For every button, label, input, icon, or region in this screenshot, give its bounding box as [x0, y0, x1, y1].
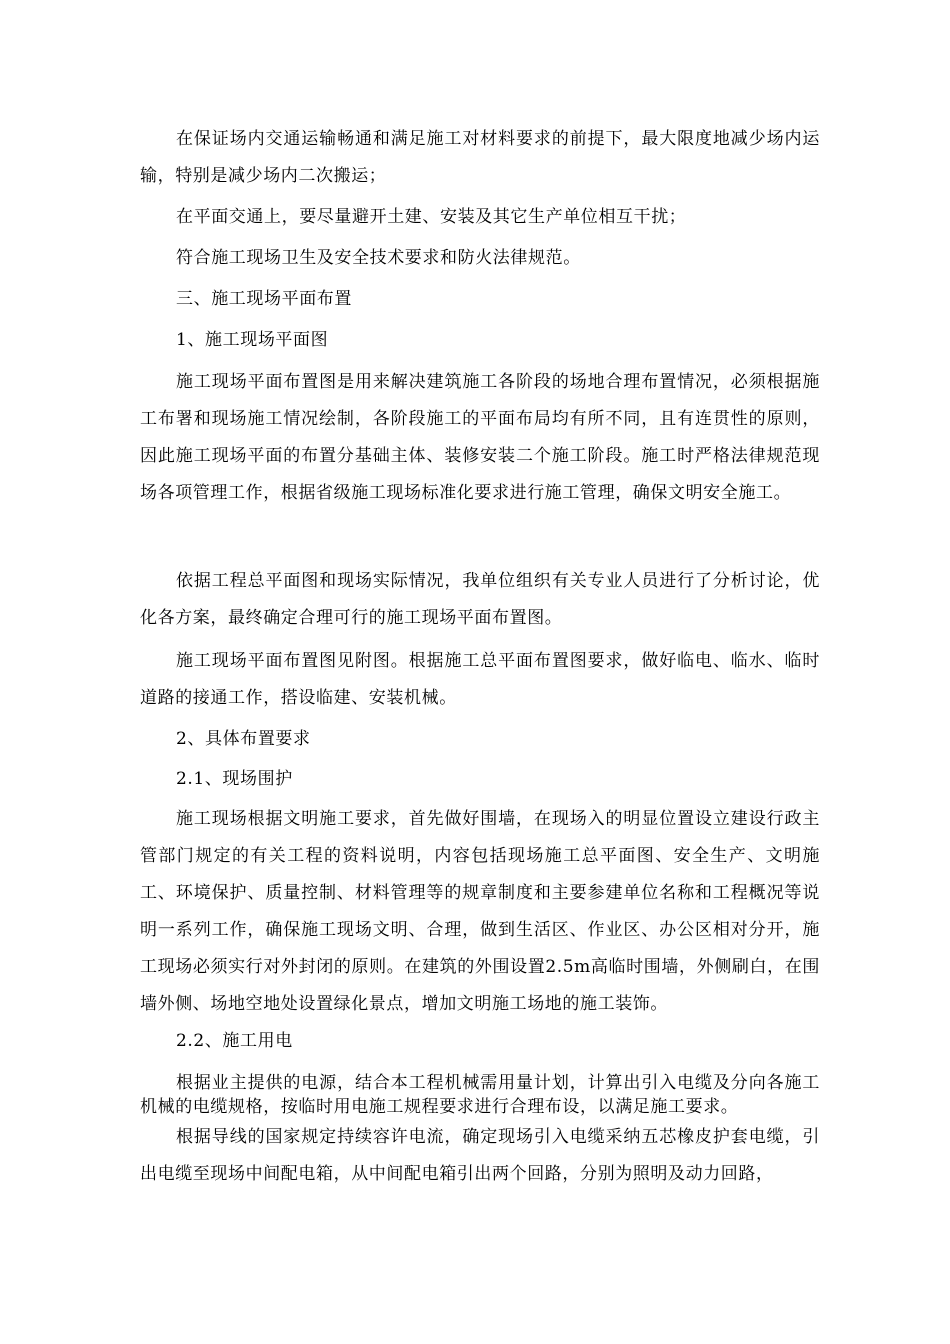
paragraph-avoid-interference: 在平面交通上，要尽量避开土建、安装及其它生产单位相互干扰；	[176, 207, 687, 227]
section-heading-site-layout: 三、施工现场平面布置	[176, 289, 352, 309]
subsection-heading-site-plan: 1、施工现场平面图	[176, 330, 329, 350]
paragraph-safety-requirements: 符合施工现场卫生及安全技术要求和防火法律规范。	[176, 248, 581, 268]
paragraph-site-enclosure: 施工现场根据文明施工要求，首先做好围墙，在现场入的明显位置设立建设行政主管部门规定的有关工程的资料说明，内容包括现场施工总平面图、安全生产、文明施工、环境保护、质量控制、材料管理等的规章制度和主要参建单位名称和工程概况等说明一系列工作，确保施工现场文明、合理，做到生活区、作业区、办公区相对分开，施工现场必须实行对外封闭的原则。在建筑的外围设置2.5m高临时围墙，外侧刷白，在围墙外侧、场地空地处设置绿化景点，增加文明施工场地的施工装饰。	[140, 809, 820, 1014]
subsection-heading-power-supply: 2.2、施工用电	[176, 1031, 293, 1051]
subsection-heading-layout-requirements: 2、具体布置要求	[176, 729, 311, 749]
subsection-heading-site-enclosure: 2.1、现场围护	[176, 769, 293, 789]
paragraph-traffic-principle: 在保证场内交通运输畅通和满足施工对材料要求的前提下，最大限度地减少场内运输，特别是减少场内二次搬运；	[140, 129, 820, 186]
paragraph-plan-attachment: 施工现场平面布置图见附图。根据施工总平面布置图要求，做好临电、临水、临时道路的接通工作，搭设临建、安装机械。	[140, 651, 820, 708]
paragraph-plan-basis: 依据工程总平面图和现场实际情况，我单位组织有关专业人员进行了分析讨论，优化各方案，最终确定合理可行的施工现场平面布置图。	[140, 571, 820, 628]
paragraph-site-plan-description: 施工现场平面布置图是用来解决建筑施工各阶段的场地合理布置情况，必须根据施工布署和现场施工情况绘制，各阶段施工的平面布局均有所不同，且有连贯性的原则，因此施工现场平面的布置分基础主体、装修安装二个施工阶段。施工时严格法律规范现场各项管理工作，根据省级施工现场标准化要求进行施工管理，确保文明安全施工。	[140, 372, 820, 503]
paragraph-cable-selection: 根据导线的国家规定持续容许电流，确定现场引入电缆采纳五芯橡皮护套电缆，引出电缆至现场中间配电箱，从中间配电箱引出两个回路，分别为照明及动力回路，	[140, 1127, 820, 1184]
paragraph-power-source: 根据业主提供的电源，结合本工程机械需用量计划，计算出引入电缆及分向各施工机械的电缆规格，按临时用电施工规程要求进行合理布设，以满足施工要求。	[140, 1073, 820, 1117]
